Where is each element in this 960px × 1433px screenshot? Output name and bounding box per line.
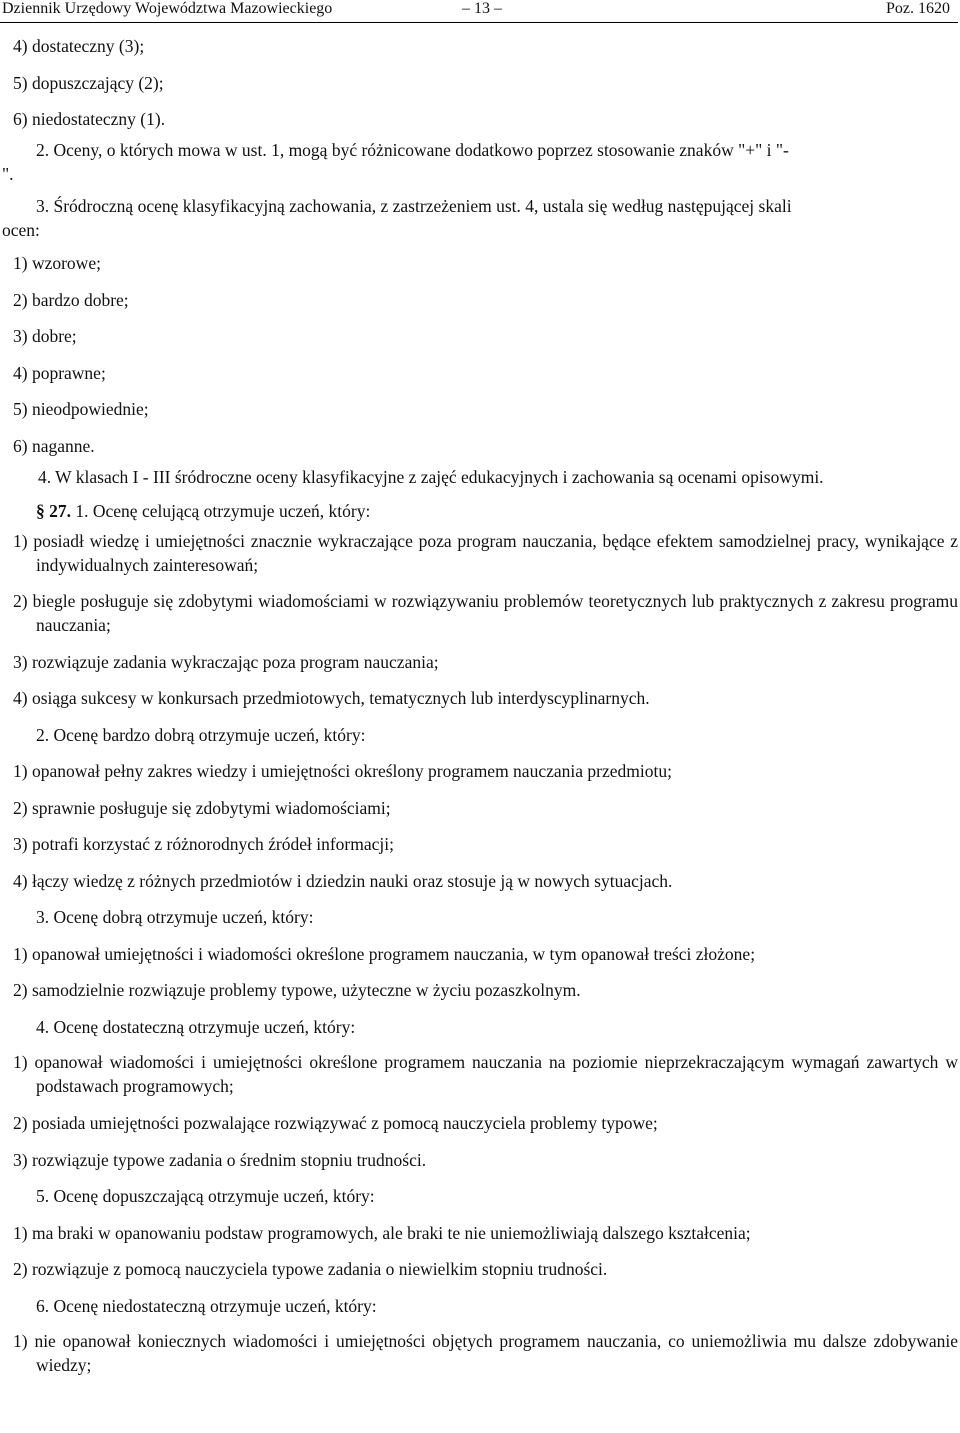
list-item: 6) niedostateczny (1). [13, 109, 166, 129]
paragraph-line: 2. Oceny, o których mowa w ust. 1, mogą być różnicowane dodatkowo poprzez stosowanie znaków "+" i "- [36, 140, 789, 160]
list-item: 3) potrafi korzystać z różnorodnych źródeł informacji; [13, 834, 394, 854]
list-item: 1) opanował umiejętności i wiadomości określone programem nauczania, w tym opanował treści złożone; [13, 943, 756, 964]
paragraph-line: ". [2, 164, 14, 184]
list-item: 1) ma braki w opanowaniu podstaw programowych, ale braki te nie uniemożliwiają dalszego kształcenia; [13, 1222, 751, 1243]
list-item: 1) nie opanował koniecznych wiadomości i umiejętności objętych programem nauczania, co uniemożliwia mu dalsze zdobywanie wiedzy; [13, 1331, 958, 1375]
list-item: 5) nieodpowiednie; [13, 399, 149, 419]
list-item: 2) bardzo dobre; [13, 289, 129, 310]
list-item: 2) sprawnie posługuje się zdobytymi wiadomościami; [13, 797, 391, 818]
list-item: 3) rozwiązuje zadania wykraczając poza program nauczania; [13, 651, 439, 672]
document-body [0, 33, 958, 1389]
list-item: 2) biegle posługuje się zdobytymi wiadomościami w rozwiązywaniu problemów teoretycznych lub praktycznych z zakresu programu nauczania; [13, 590, 958, 635]
subsection-heading: 4. Ocenę dostateczną otrzymuje uczeń, który: [36, 1016, 356, 1037]
journal-title: Dziennik Urzędowy Województwa Mazowieckiego [2, 0, 333, 17]
paragraph-line: ocen: [2, 220, 40, 240]
section-27-heading [0, 497, 958, 529]
list-item: 1) opanował pełny zakres wiedzy i umiejętności określony programem nauczania przedmiotu; [13, 761, 672, 781]
subsection-heading: 2. Ocenę bardzo dobrą otrzymuje uczeń, który: [36, 724, 366, 745]
paragraph-4: 4. W klasach I - III śródroczne oceny klasyfikacyjne z zajęć edukacyjnych i zachowania są ocenami opisowymi. [38, 466, 824, 487]
paragraph-3 [0, 194, 958, 218]
subsection-heading: 5. Ocenę dopuszczającą otrzymuje uczeń, który: [36, 1186, 375, 1206]
list-item: 3) rozwiązuje typowe zadania o średnim stopniu trudności. [13, 1149, 427, 1170]
list-item: 1) posiadł wiedzę i umiejętności znacznie wykraczające poza program nauczania, będące efektem samodzielnej pracy, wynikające z indywidualnych zainteresowań; [13, 530, 958, 575]
list-item: 1) opanował wiadomości i umiejętności określone programem nauczania na poziomie nieprzekraczającym wymagań zawartych w podstawach programowych; [13, 1052, 958, 1096]
list-item: 4) osiąga sukcesy w konkursach przedmiotowych, tematycznych lub interdyscyplinarnych. [13, 688, 650, 708]
paragraph-line: 3. Śródroczną ocenę klasyfikacyjną zachowania, z zastrzeżeniem ust. 4, ustala się według następującej skali [36, 196, 792, 216]
list-item: 2) rozwiązuje z pomocą nauczyciela typowe zadania o niewielkim stopniu trudności. [13, 1259, 608, 1279]
list-item: 2) samodzielnie rozwiązuje problemy typowe, użyteczne w życiu pozaszkolnym. [13, 980, 581, 1000]
list-item: 4) dostateczny (3); [13, 36, 145, 56]
subsection-heading: 3. Ocenę dobrą otrzymuje uczeń, który: [36, 907, 314, 927]
paragraph-2 [0, 138, 958, 162]
list-item: 3) dobre; [13, 326, 77, 346]
page-header [0, 0, 958, 23]
position-number: Poz. 1620 [886, 0, 950, 17]
list-item: 4) poprawne; [13, 362, 106, 383]
list-item: 5) dopuszczający (2); [13, 72, 164, 93]
page-number: – 13 – [462, 0, 502, 17]
list-item: 4) łączy wiedzę z różnych przedmiotów i dziedzin nauki oraz stosuje ją w nowych sytuacjach. [13, 870, 673, 891]
section-symbol: § 27. [36, 500, 71, 521]
subsection-heading: 6. Ocenę niedostateczną otrzymuje uczeń, który: [36, 1295, 377, 1316]
list-item: 2) posiada umiejętności pozwalające rozwiązywać z pomocą nauczyciela problemy typowe; [13, 1113, 658, 1133]
section-27-text: 1. Ocenę celującą otrzymuje uczeń, który: [71, 500, 371, 521]
list-item: 6) naganne. [13, 435, 95, 456]
list-item: 1) wzorowe; [13, 253, 101, 273]
